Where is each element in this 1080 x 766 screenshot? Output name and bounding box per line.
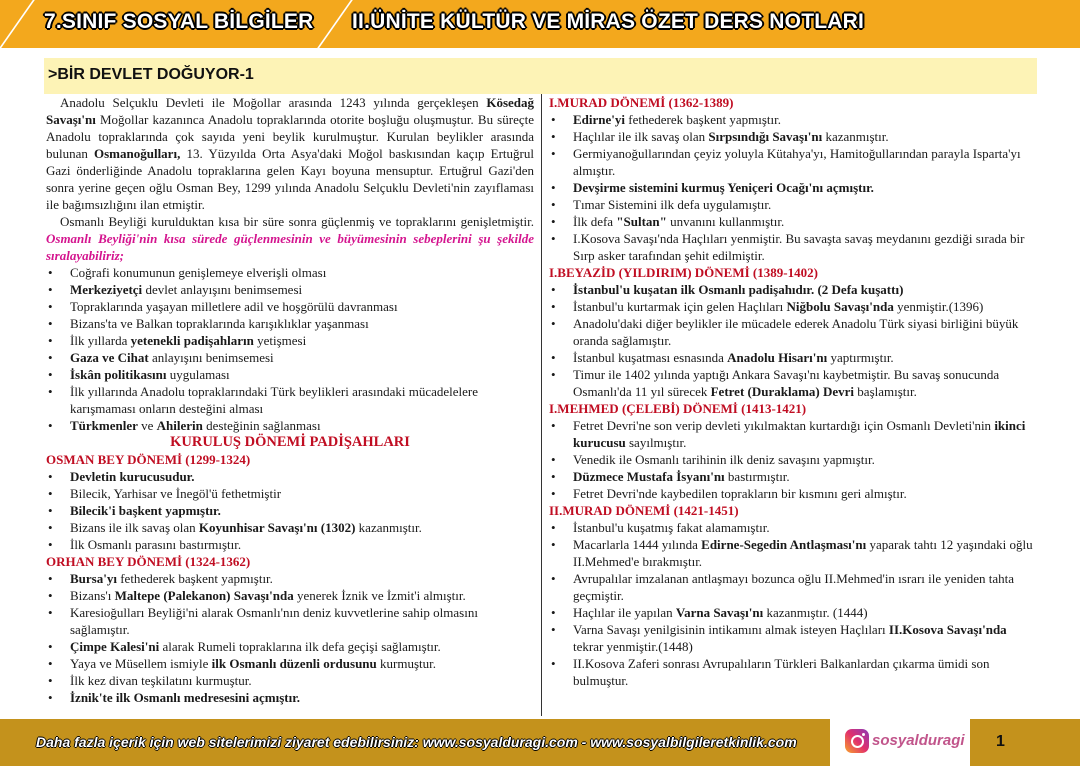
bullet-icon: •	[551, 146, 556, 161]
list-item: • Düzmece Mustafa İsyanı'nı bastırmıştır.	[551, 469, 790, 484]
bullet-icon: •	[48, 690, 53, 705]
bullet-icon: •	[48, 469, 53, 484]
bullet-icon: •	[48, 350, 53, 365]
section-banner	[44, 58, 1037, 94]
bullet-icon: •	[551, 469, 556, 484]
list-item: • Tımar Sistemini ilk defa uygulamıştır.	[551, 197, 772, 212]
header-stripe	[0, 0, 35, 48]
list-item: • Gaza ve Cihat anlayışını benimsemesi	[48, 350, 274, 365]
bullet-icon: •	[551, 537, 556, 552]
bullet-icon: •	[48, 520, 53, 535]
bullet-icon: •	[48, 333, 53, 348]
list-item: • Bizans ile ilk savaş olan Koyunhisar Savaşı'nı (1302) kazanmıştır.	[48, 520, 422, 535]
bullet-icon: •	[48, 418, 53, 433]
murad1-heading: I.MURAD DÖNEMİ (1362-1389)	[549, 95, 734, 110]
bullet-icon: •	[551, 605, 556, 620]
list-item: • İlk yıllarında Anadolu topraklarındaki Türk beylikleri arasındaki mücadelelere karışmaması onların desteğini alması	[48, 384, 479, 416]
list-item: • Çimpe Kalesi'ni alarak Rumeli topraklarına ilk defa geçişi sağlamıştır.	[48, 639, 441, 654]
bullet-icon: •	[551, 282, 556, 297]
instagram-handle[interactable]: sosyalduragi	[872, 732, 965, 749]
list-item: • Fetret Devri'nde kaybedilen toprakların bir kısmını geri almıştır.	[551, 486, 907, 501]
bullet-icon: •	[551, 367, 556, 382]
bullet-icon: •	[48, 588, 53, 603]
beyazid-list	[549, 281, 1037, 400]
list-item: • Edirne'yi fethederek başkent yapmıştır.	[551, 112, 781, 127]
list-item: • Türkmenler ve Ahilerin desteğinin sağlanması	[48, 418, 321, 433]
bullet-icon: •	[551, 520, 556, 535]
reasons-list	[46, 264, 534, 434]
bullet-icon: •	[48, 384, 53, 399]
kurulus-heading: KURULUŞ DÖNEMİ PADİŞAHLARI	[170, 434, 410, 450]
header-left-title: 7.SINIF SOSYAL BİLGİLER	[44, 10, 314, 33]
bullet-icon: •	[48, 316, 53, 331]
list-item: • Venedik ile Osmanlı tarihinin ilk deniz savaşını yapmıştır.	[551, 452, 875, 467]
page-number: 1	[996, 733, 1005, 750]
list-item: • İskân politikasını uygulaması	[48, 367, 230, 382]
list-item: • Yaya ve Müsellem ismiyle ilk Osmanlı düzenli ordusunu kurmuştur.	[48, 656, 436, 671]
list-item: • İznik'te ilk Osmanlı medresesini açmıştır.	[48, 690, 301, 705]
list-item: • Bursa'yı fethederek başkent yapmıştır.	[48, 571, 273, 586]
list-item: • Germiyanoğullarından çeyiz yoluyla Kütahya'yı, Hamitoğullarından parayla Isparta'yı almıştır.	[551, 146, 1021, 178]
bullet-icon: •	[551, 316, 556, 331]
footer-text[interactable]: Daha fazla içerik için web sitelerimizi ziyaret edebilirsiniz: www.sosyalduragi.com - www.sosyalbilgileretkinlik.com	[36, 734, 797, 750]
list-item: • Devşirme sistemini kurmuş Yeniçeri Ocağı'nı açmıştır.	[551, 180, 874, 195]
list-item: • Topraklarında yaşayan milletlere adil ve hoşgörülü davranması	[48, 299, 398, 314]
bullet-icon: •	[48, 486, 53, 501]
list-item: • Anadolu'daki diğer beylikler ile mücadele ederek Anadolu Türk siyasi birliğini büyük oranda sağlamıştır.	[551, 316, 1019, 348]
header-bar	[0, 0, 1080, 48]
bullet-icon: •	[551, 299, 556, 314]
list-item: • Haçlılar ile yapılan Varna Savaşı'nı kazanmıştır. (1444)	[551, 605, 868, 620]
bullet-icon: •	[551, 129, 556, 144]
list-item: • Macarlarla 1444 yılında Edirne-Segedin Antlaşması'nı yaparak tahtı 12 yaşındaki oğlu II.Mehmed'e bırakmıştır.	[551, 537, 1033, 569]
right-column	[549, 94, 1037, 689]
bullet-icon: •	[551, 231, 556, 246]
header-stripe	[317, 0, 353, 48]
bullet-icon: •	[48, 605, 53, 620]
bullet-icon: •	[551, 214, 556, 229]
header-right-title: II.ÜNİTE KÜLTÜR VE MİRAS ÖZET DERS NOTLARI	[352, 10, 865, 33]
bullet-icon: •	[48, 571, 53, 586]
list-item: • Haçlılar ile ilk savaş olan Sırpsındığı Savaşı'nı kazanmıştır.	[551, 129, 889, 144]
instagram-icon[interactable]	[845, 729, 869, 753]
list-item: • Timur ile 1402 yılında yaptığı Ankara Savaşı'nı kaybetmiştir. Bu savaş sonucunda Osmanlı'da 11 yıl sürecek Fetret (Duraklama) Devri başlamıştır.	[551, 367, 1000, 399]
list-item: • Merkeziyetçi devlet anlayışını benimsemesi	[48, 282, 303, 297]
bullet-icon: •	[551, 112, 556, 127]
list-item: • İlk Osmanlı parasını bastırmıştır.	[48, 537, 242, 552]
murad2-heading: II.MURAD DÖNEMİ (1421-1451)	[549, 503, 739, 518]
bullet-icon: •	[48, 299, 53, 314]
intro-paragraph: Anadolu Selçuklu Devleti ile Moğollar arasında 1243 yılında gerçekleşen Kösedağ Savaşı'nı Moğollar kazanınca Anadolu topraklarında otorite boşluğu oluşmuştur. Bu süreçte Anadolu topraklarında çok sayıda yeni beylik kurulmuştur. Kurulan beylikler arasında bulunan Osmanoğulları, 13. Yüzyılda Orta Asya'daki Moğol baskısından kaçıp Ertuğrul Gazi önderliğinde Anadolu topraklarına gelen Kayı boyuna mensuptur. Ertuğrul Gazi'den sonra yerine geçen oğlu Osman Bey, 1299 yılında Anadolu Selçuklu Devleti'nin zayıflaması ile bağımsızlığını ilan etmiştir.	[46, 95, 534, 212]
list-item: • İstanbul'u kuşatmış fakat alamamıştır.	[551, 520, 770, 535]
list-item: • Bizans'ta ve Balkan topraklarında karışıklıklar yaşanması	[48, 316, 369, 331]
list-item: • Bilecik'i başkent yapmıştır.	[48, 503, 221, 518]
list-item: • Coğrafi konumunun genişlemeye elverişli olması	[48, 265, 327, 280]
bullet-icon: •	[48, 503, 53, 518]
list-item: • İlk defa "Sultan" unvanını kullanmıştır.	[551, 214, 785, 229]
list-item: • Karesioğulları Beyliği'ni alarak Osmanlı'nın deniz kuvvetlerine sahip olmasını sağlamıştır.	[48, 605, 478, 637]
section-title: >BİR DEVLET DOĞUYOR-1	[48, 66, 254, 83]
bullet-icon: •	[48, 282, 53, 297]
bullet-icon: •	[48, 656, 53, 671]
list-item: • Avrupalılar imzalanan antlaşmayı bozunca oğlu II.Mehmed'in ısrarı ile yeniden tahta geçmiştir.	[551, 571, 1015, 603]
list-item: • Fetret Devri'ne son verip devleti yıkılmaktan kurtardığı için Osmanlı Devleti'nin ikinci kurucusu sayılmıştır.	[551, 418, 1026, 450]
reasons-paragraph: Osmanlı Beyliği kurulduktan kısa bir süre sonra güçlenmiş ve topraklarını genişletmiştir. Osmanlı Beyliği'nin kısa sürede güçlenmesinin ve büyümesinin sebeplerini şu şekilde sıralayabiliriz;	[46, 214, 534, 263]
list-item: • Varna Savaşı yenilgisinin intikamını almak isteyen Haçlıları II.Kosova Savaşı'nda tekrar yenmiştir.(1448)	[551, 622, 1007, 654]
bullet-icon: •	[551, 418, 556, 433]
bullet-icon: •	[551, 571, 556, 586]
orhan-heading: ORHAN BEY DÖNEMİ (1324-1362)	[46, 554, 251, 569]
footer-bar	[0, 719, 1080, 766]
bullet-icon: •	[48, 639, 53, 654]
bullet-icon: •	[48, 367, 53, 382]
list-item: • İlk yıllarda yetenekli padişahların yetişmesi	[48, 333, 307, 348]
mehmed1-heading: I.MEHMED (ÇELEBİ) DÖNEMİ (1413-1421)	[549, 401, 807, 416]
bullet-icon: •	[551, 622, 556, 637]
list-item: • İstanbul kuşatması esnasında Anadolu Hisarı'nı yaptırmıştır.	[551, 350, 894, 365]
orhan-list	[46, 570, 534, 706]
bullet-icon: •	[551, 350, 556, 365]
bullet-icon: •	[551, 486, 556, 501]
list-item: • I.Kosova Savaşı'nda Haçlıları yenmiştir. Bu savaşta savaş meydanını gezdiği sırada bir Sırp asker tarafından şehit edilmiştir.	[551, 231, 1025, 263]
bullet-icon: •	[48, 673, 53, 688]
bullet-icon: •	[48, 537, 53, 552]
bullet-icon: •	[551, 452, 556, 467]
osman-heading: OSMAN BEY DÖNEMİ (1299-1324)	[46, 452, 251, 467]
murad1-list	[549, 111, 1037, 264]
left-column	[46, 94, 534, 706]
bullet-icon: •	[551, 180, 556, 195]
list-item: • İlk kez divan teşkilatını kurmuştur.	[48, 673, 252, 688]
bullet-icon: •	[551, 197, 556, 212]
osman-list	[46, 468, 534, 553]
beyazid-heading: I.BEYAZİD (YILDIRIM) DÖNEMİ (1389-1402)	[549, 265, 818, 280]
mehmed1-list	[549, 417, 1037, 502]
bullet-icon: •	[551, 656, 556, 671]
list-item: • İstanbul'u kuşatan ilk Osmanlı padişahıdır. (2 Defa kuşattı)	[551, 282, 904, 297]
list-item: • Bizans'ı Maltepe (Palekanon) Savaşı'nda yenerek İznik ve İzmit'i almıştır.	[48, 588, 466, 603]
bullet-icon: •	[48, 265, 53, 280]
murad2-list	[549, 519, 1037, 689]
list-item: • Bilecik, Yarhisar ve İnegöl'ü fethetmiştir	[48, 486, 282, 501]
column-divider	[541, 94, 542, 716]
list-item: • İstanbul'u kurtarmak için gelen Haçlıları Niğbolu Savaşı'nda yenmiştir.(1396)	[551, 299, 984, 314]
list-item: • Devletin kurucusudur.	[48, 469, 195, 484]
list-item: • II.Kosova Zaferi sonrası Avrupalıların Türkleri Balkanlardan çıkarma ümidi son bulmuştur.	[551, 656, 990, 688]
